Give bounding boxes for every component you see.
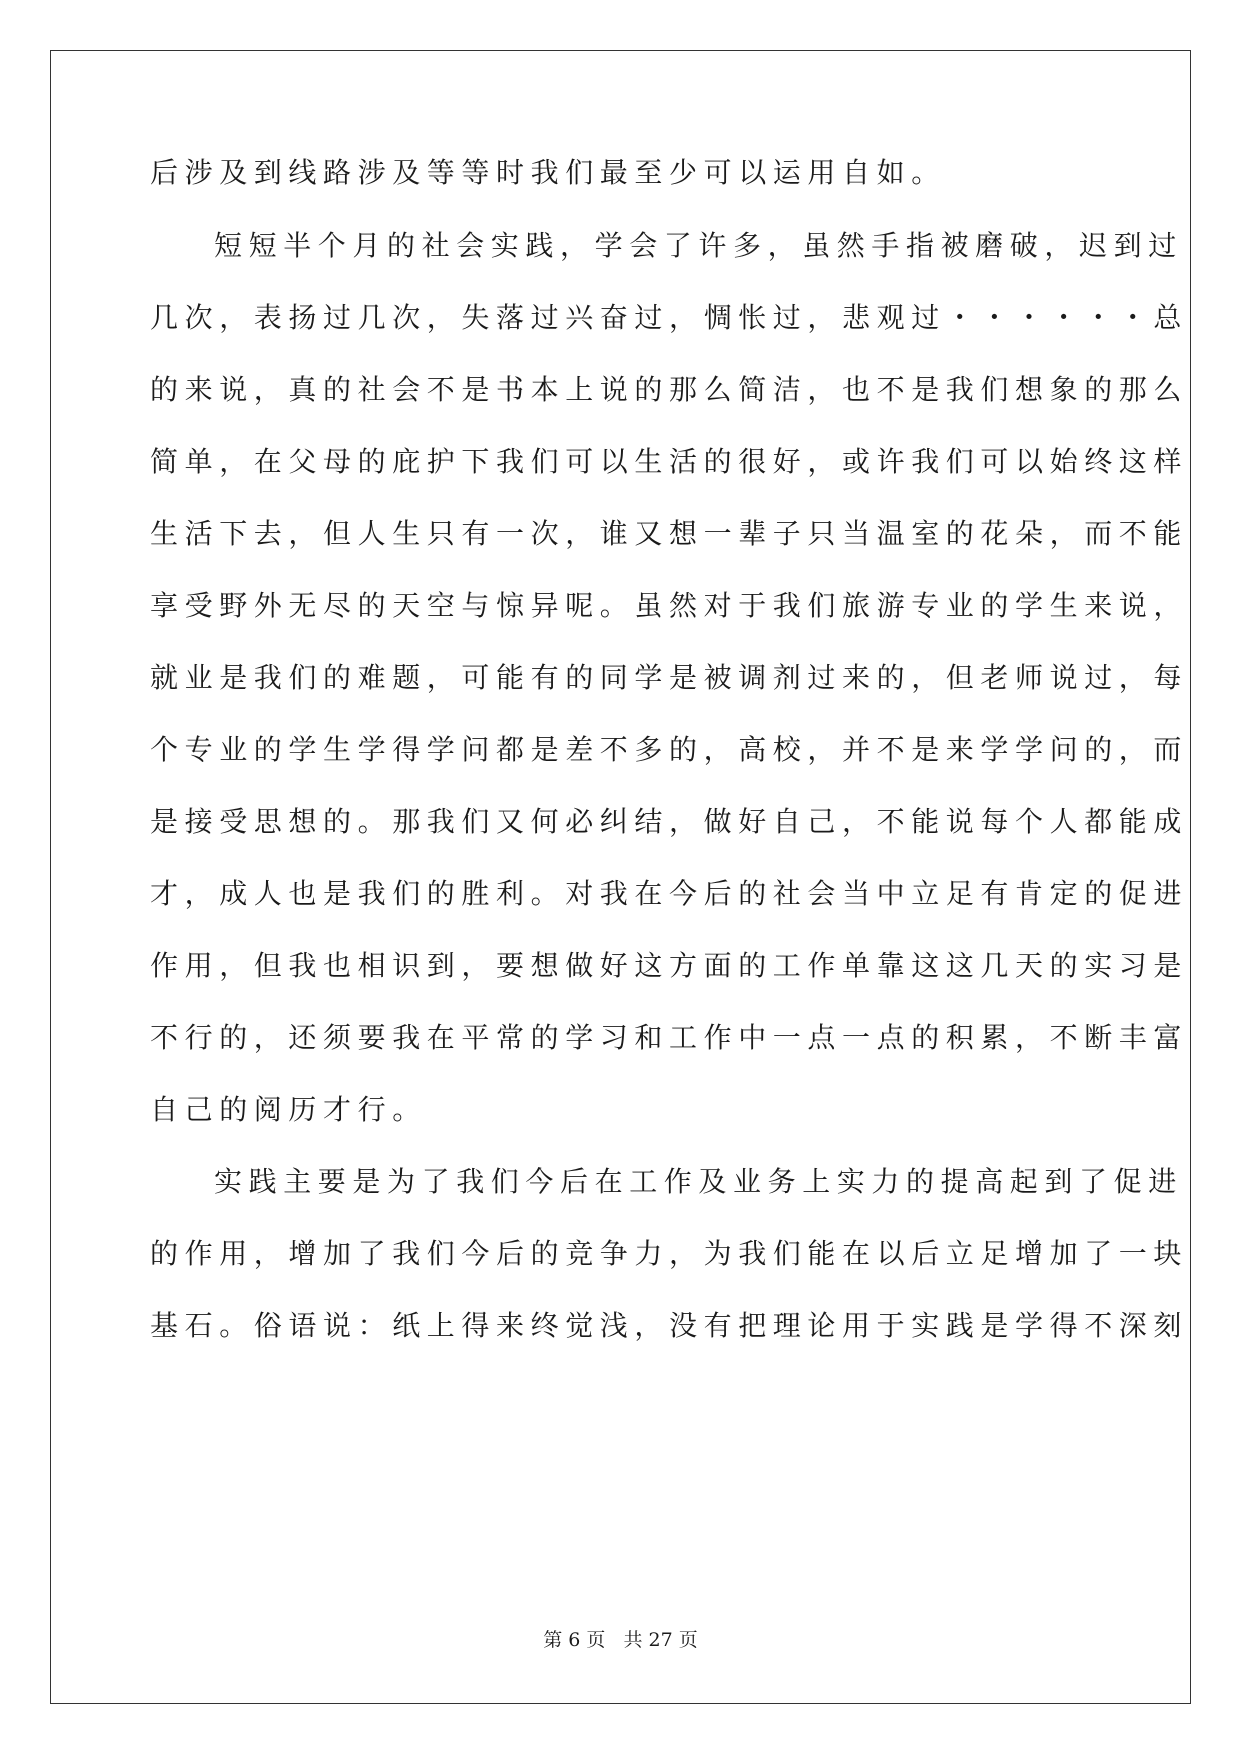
text-line: 个专业的学生学得学问都是差不多的，高校，并不是来学学问的，而 xyxy=(150,733,1189,766)
page-footer xyxy=(0,1628,1241,1652)
text-line: 的来说，真的社会不是书本上说的那么简洁，也不是我们想象的那么 xyxy=(150,373,1189,406)
text-line: 简单，在父母的庇护下我们可以生活的很好，或许我们可以始终这样 xyxy=(150,445,1189,478)
text-line: 才，成人也是我们的胜利。对我在今后的社会当中立足有肯定的促进 xyxy=(150,877,1189,910)
paragraph-start-line: 短短半个月的社会实践，学会了许多，虽然手指被磨破，迟到过 xyxy=(214,229,1183,262)
text-line: 后涉及到线路涉及等等时我们最至少可以运用自如。 xyxy=(150,156,946,189)
text-line: 自己的阅历才行。 xyxy=(150,1093,427,1126)
paragraph-start-line: 实践主要是为了我们今后在工作及业务上实力的提高起到了促进 xyxy=(214,1165,1183,1198)
text-line: 生活下去，但人生只有一次，谁又想一辈子只当温室的花朵，而不能 xyxy=(150,517,1189,550)
text-line: 几次，表扬过几次，失落过兴奋过，惆怅过，悲观过・・・・・・总 xyxy=(150,301,1189,334)
text-line: 的作用，增加了我们今后的竞争力，为我们能在以后立足增加了一块 xyxy=(150,1237,1189,1270)
text-line: 不行的，还须要我在平常的学习和工作中一点一点的积累，不断丰富 xyxy=(150,1021,1189,1054)
page-number: 第 6 页 xyxy=(543,1629,606,1651)
text-line: 基石。俗语说：纸上得来终觉浅，没有把理论用于实践是学得不深刻 xyxy=(150,1309,1189,1342)
page-total: 共 27 页 xyxy=(623,1629,698,1651)
text-line: 作用，但我也相识到，要想做好这方面的工作单靠这这几天的实习是 xyxy=(150,949,1189,982)
text-line: 享受野外无尽的天空与惊异呢。虽然对于我们旅游专业的学生来说， xyxy=(150,589,1189,622)
text-line: 是接受思想的。那我们又何必纠结，做好自己，不能说每个人都能成 xyxy=(150,805,1189,838)
text-line: 就业是我们的难题，可能有的同学是被调剂过来的，但老师说过，每 xyxy=(150,661,1189,694)
